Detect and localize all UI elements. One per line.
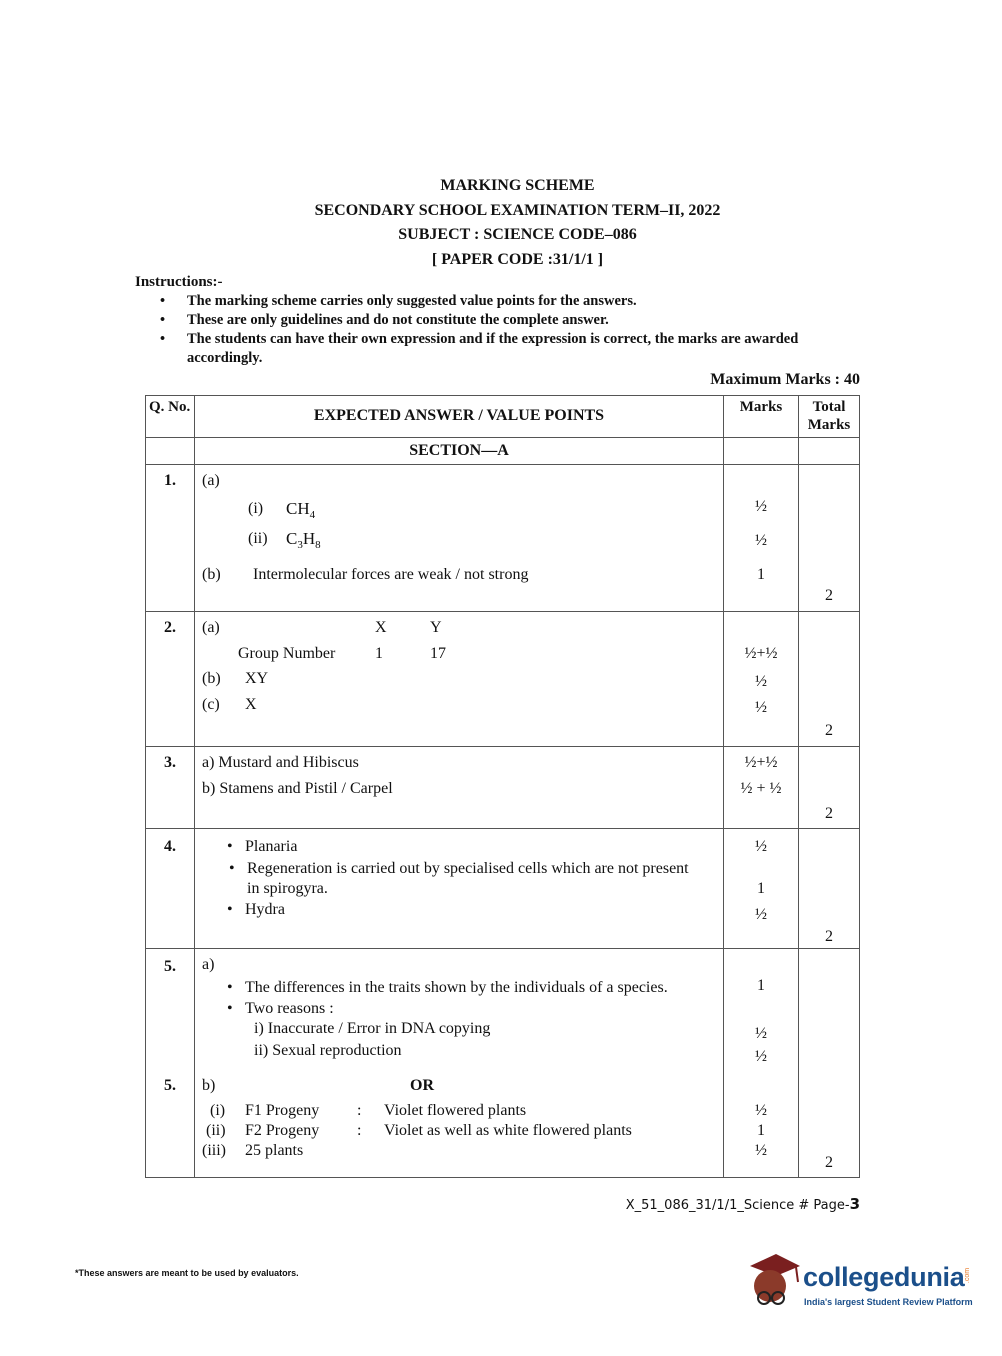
mark-value: ½ (755, 838, 767, 855)
answer-text: XY (245, 670, 269, 687)
bullet-answer: • The differences in the traits shown by the individuals of a species. (245, 979, 668, 997)
formula-c3h8: $C_3H_8$ (286, 529, 321, 551)
mark-value: ½ (755, 1142, 767, 1159)
column-y: Y (430, 619, 442, 636)
answer-text: Intermolecular forces are weak / not strong (253, 566, 529, 583)
answer-text: Violet as well as white flowered plants (384, 1122, 632, 1139)
mark-value: 1 (757, 1122, 765, 1139)
brand-domain: .com (964, 1267, 972, 1284)
mark-value: ½ (755, 673, 767, 690)
total-marks: 2 (825, 722, 833, 739)
header-total: Total (812, 399, 846, 415)
colon: : (357, 1122, 362, 1139)
answer-text: b) Stamens and Pistil / Carpel (202, 780, 393, 797)
part-label: (a) (202, 619, 220, 636)
question-number: 2. (164, 619, 176, 636)
sub-label: (iii) (202, 1142, 226, 1159)
sub-label: (i) (248, 500, 264, 517)
answer-text: i) Inaccurate / Error in DNA copying (254, 1020, 491, 1037)
question-number: 4. (164, 838, 176, 855)
sub-label: (i) (210, 1102, 226, 1119)
total-marks: 2 (825, 1154, 833, 1171)
mark-value: ½ + ½ (740, 780, 782, 797)
total-marks: 2 (825, 805, 833, 822)
mark-value: ½ (755, 906, 767, 923)
group-number-label: Group Number (238, 645, 336, 662)
page-code: X_51_086_31/1/1_Science # Page-3 (625, 1195, 860, 1213)
column-x: X (375, 619, 387, 636)
part-label: (c) (202, 696, 220, 713)
mark-value: ½ (755, 699, 767, 716)
group-x-value: 1 (375, 645, 383, 662)
instructions-title: Instructions:- (135, 274, 223, 290)
mark-value: ½ (755, 1048, 767, 1065)
total-marks: 2 (825, 587, 833, 604)
question-number: 5. (164, 958, 176, 975)
colon: : (357, 1102, 362, 1119)
mark-value: 1 (757, 977, 765, 994)
part-label: (b) (202, 566, 221, 583)
part-label: b) (202, 1077, 216, 1094)
bullet-answer: • Planaria (245, 838, 297, 856)
sub-label: (ii) (206, 1122, 226, 1139)
question-number: 5. (164, 1077, 176, 1094)
brand-name: collegedunia (803, 1262, 965, 1292)
bullet-answer: • Two reasons : (245, 1000, 334, 1018)
answer-text: X (245, 696, 257, 713)
bullet-answer: • Hydra (245, 901, 285, 919)
formula-ch4: $CH_4$ (286, 499, 316, 521)
instruction-item: • The students can have their own expression and if the expression is correct, the marks are awarded accordingly. (160, 330, 860, 368)
mark-value: 1 (757, 566, 765, 583)
title-marking-scheme: MARKING SCHEME (440, 177, 595, 194)
sub-label: (ii) (248, 530, 268, 547)
term-text: F2 Progeny (245, 1122, 320, 1139)
instruction-item: • The marking scheme carries only suggested value points for the answers. (160, 292, 860, 311)
group-y-value: 17 (430, 645, 446, 662)
answer-text: ii) Sexual reproduction (254, 1042, 402, 1059)
total-marks: 2 (825, 928, 833, 945)
title-exam: SECONDARY SCHOOL EXAMINATION TERM–II, 2022 (314, 202, 721, 219)
part-label: (a) (202, 472, 220, 489)
term-text: F1 Progeny (245, 1102, 320, 1119)
mark-value: ½ (755, 532, 767, 549)
mark-value: ½+½ (744, 754, 778, 771)
or-label: OR (410, 1077, 434, 1094)
title-paper-code: [ PAPER CODE :31/1/1 ] (431, 251, 604, 268)
header-marks: Marks (739, 399, 783, 415)
brand-tagline: India's largest Student Review Platform (804, 1297, 973, 1307)
mark-value: ½ (755, 1102, 767, 1119)
instructions-list (160, 292, 860, 368)
title-subject: SUBJECT : SCIENCE CODE–086 (398, 226, 637, 243)
question-number: 1. (164, 472, 176, 489)
part-label: a) (202, 956, 215, 973)
maximum-marks: Maximum Marks : 40 (710, 371, 860, 388)
mark-value: ½ (755, 498, 767, 515)
answer-text: Violet flowered plants (384, 1102, 527, 1119)
mark-value: ½+½ (744, 645, 778, 662)
part-label: (b) (202, 670, 221, 687)
mascot-logo-icon (742, 1248, 802, 1312)
instruction-item: • These are only guidelines and do not constitute the complete answer. (160, 311, 860, 330)
section-title: SECTION—A (409, 442, 509, 459)
mark-value: ½ (755, 1025, 767, 1042)
answer-text: a) Mustard and Hibiscus (202, 754, 359, 771)
header-qno: Q. No. (149, 399, 191, 415)
mark-value: 1 (757, 880, 765, 897)
answer-text: in spirogyra. (247, 880, 328, 897)
term-text: 25 plants (245, 1142, 304, 1159)
header-answer: EXPECTED ANSWER / VALUE POINTS (313, 407, 605, 424)
bullet-answer: • Regeneration is carried out by specialised cells which are not present (247, 860, 689, 878)
evaluator-note: *These answers are meant to be used by evaluators. (75, 1268, 299, 1278)
header-total-marks: Marks (807, 417, 851, 433)
question-number: 3. (164, 754, 176, 771)
